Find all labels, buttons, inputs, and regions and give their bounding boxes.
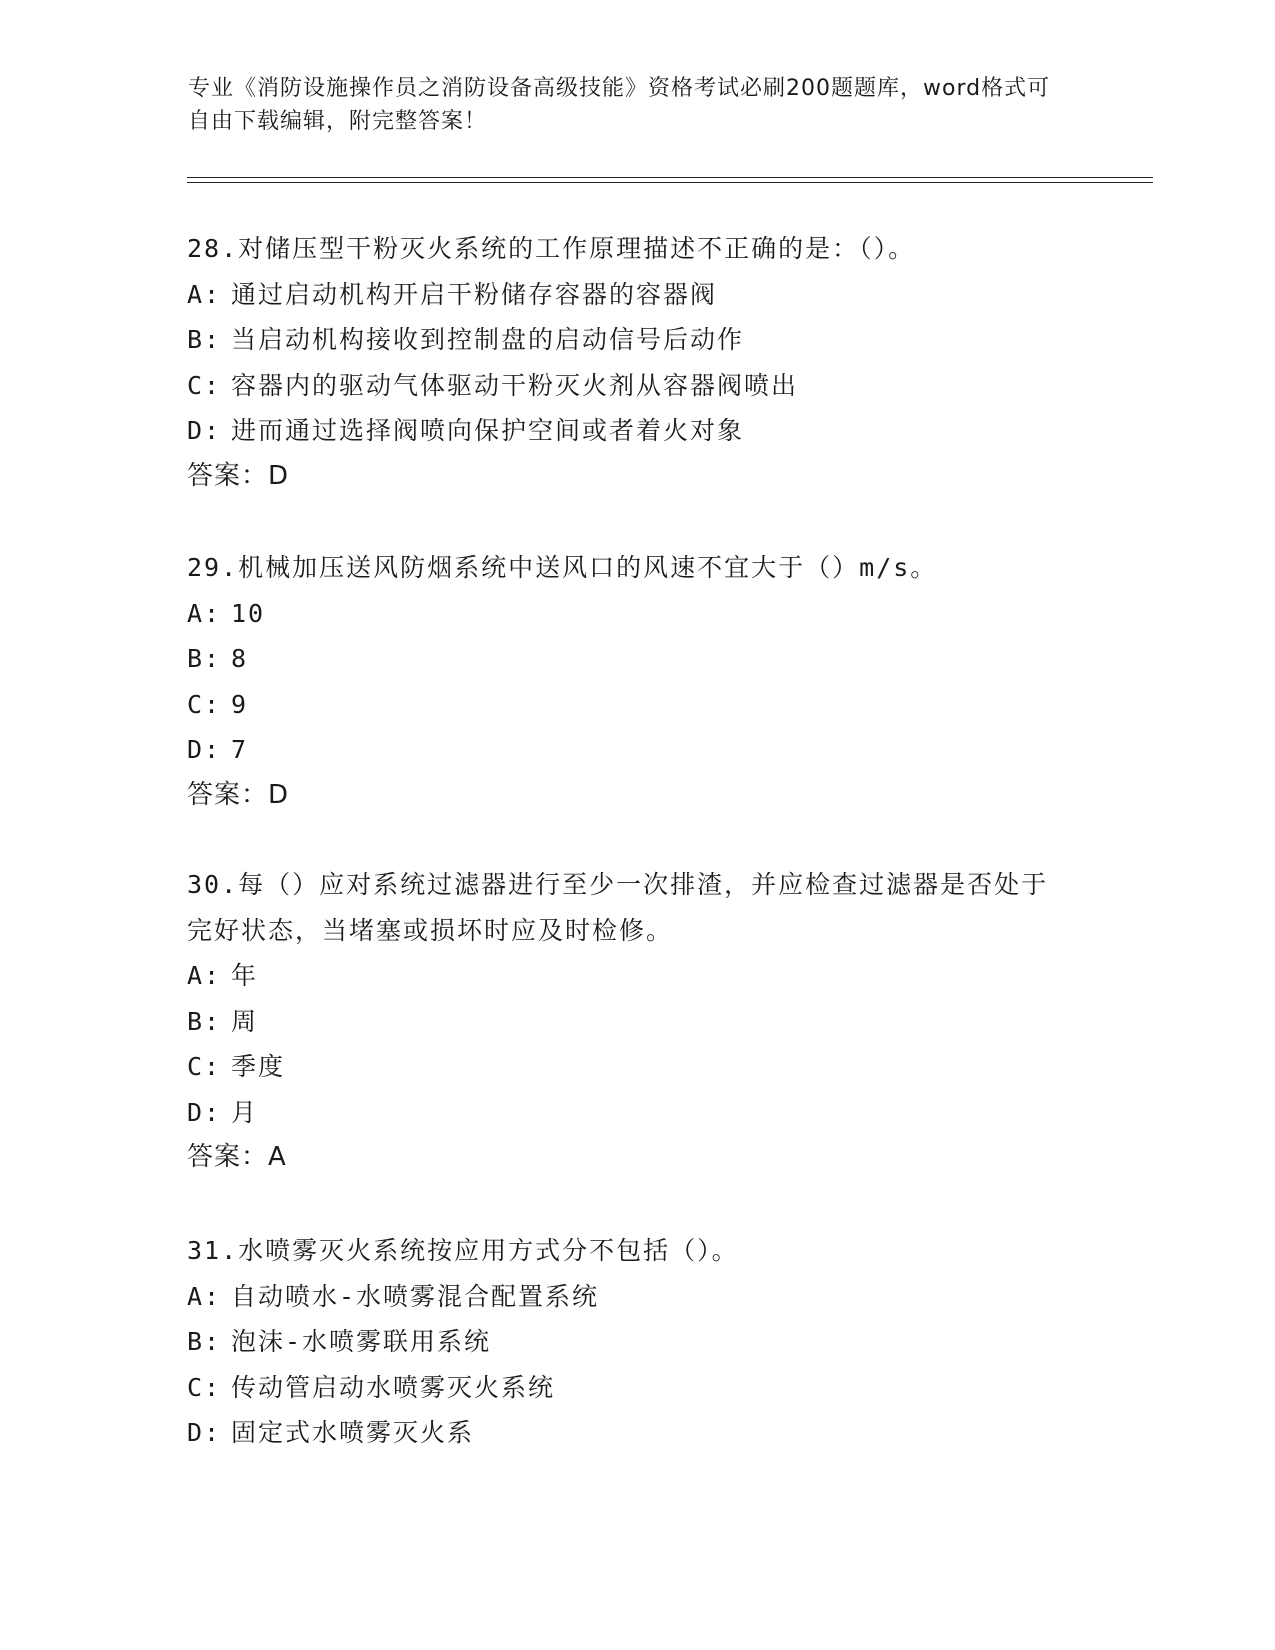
- option-letter: A:: [187, 1281, 222, 1311]
- option-c: [187, 682, 1087, 728]
- option-d: [187, 727, 1087, 773]
- option-letter: C:: [187, 1372, 222, 1402]
- option-letter: D:: [187, 1418, 222, 1447]
- option-letter: A:: [187, 279, 222, 309]
- option-a: [187, 953, 1067, 999]
- question-28: [187, 226, 1087, 499]
- option-d: [187, 1090, 1067, 1136]
- option-text: 泡沫-水喷雾联用系统: [231, 1327, 492, 1356]
- option-a: [187, 272, 1087, 318]
- question-stem: 31.水喷雾灭火系统按应用方式分不包括（）。: [187, 1236, 739, 1265]
- option-a: [187, 591, 1087, 637]
- option-letter: A:: [187, 598, 222, 628]
- option-a: [187, 1274, 1087, 1320]
- option-text: 季度: [231, 1052, 286, 1081]
- option-letter: C:: [187, 370, 222, 400]
- option-b: [187, 317, 1087, 363]
- question-30: [187, 862, 1067, 1181]
- option-letter: B:: [187, 1327, 222, 1356]
- option-letter: D:: [187, 416, 222, 445]
- question-stem: 29.机械加压送风防烟系统中送风口的风速不宜大于（）m/s。: [187, 553, 938, 582]
- document-header: 专业《消防设施操作员之消防设备高级技能》资格考试必刷200题题库，word格式可自由下载编辑，附完整答案！: [188, 76, 1051, 134]
- option-c: [187, 1044, 1067, 1090]
- option-text: 月: [231, 1097, 259, 1127]
- option-text: 9: [231, 689, 249, 719]
- option-text: 进而通过选择阀喷向保护空间或者着火对象: [231, 416, 745, 445]
- option-text: 当启动机构接收到控制盘的启动信号后动作: [231, 325, 745, 354]
- question-stem: 30.每（）应对系统过滤器进行至少一次排渣，并应检查过滤器是否处于完好状态，当堵塞或损坏时应及时检修。: [187, 870, 1049, 945]
- answer-line: 答案：D: [187, 460, 290, 491]
- option-letter: A:: [187, 961, 222, 990]
- option-text: 8: [231, 644, 249, 673]
- question-stem: 28.对储压型干粉灭火系统的工作原理描述不正确的是：（）。: [187, 234, 916, 263]
- option-text: 通过启动机构开启干粉储存容器的容器阀: [231, 279, 718, 309]
- option-b: [187, 636, 1087, 682]
- option-text: 10: [231, 598, 266, 628]
- header-divider-top: [187, 177, 1153, 178]
- option-b: [187, 999, 1067, 1045]
- option-text: 自动喷水-水喷雾混合配置系统: [231, 1281, 600, 1311]
- option-letter: D:: [187, 735, 222, 764]
- option-c: [187, 363, 1087, 409]
- option-letter: B:: [187, 325, 222, 354]
- question-31: [187, 1228, 1087, 1456]
- option-text: 容器内的驱动气体驱动干粉灭火剂从容器阀喷出: [231, 370, 799, 400]
- header-divider-bottom: [187, 182, 1153, 183]
- option-d: [187, 408, 1087, 454]
- option-letter: B:: [187, 644, 222, 673]
- option-letter: C:: [187, 689, 222, 719]
- option-text: 7: [231, 735, 249, 764]
- option-d: [187, 1410, 1087, 1456]
- option-letter: B:: [187, 1006, 222, 1036]
- answer-line: 答案：A: [187, 1142, 287, 1172]
- option-letter: D:: [187, 1097, 222, 1127]
- option-letter: C:: [187, 1052, 222, 1081]
- option-text: 年: [231, 961, 259, 990]
- question-29: [187, 545, 1087, 818]
- option-b: [187, 1319, 1087, 1365]
- answer-line: 答案：D: [187, 779, 290, 810]
- option-c: [187, 1365, 1087, 1411]
- option-text: 传动管启动水喷雾灭火系统: [231, 1372, 556, 1402]
- option-text: 周: [231, 1006, 259, 1036]
- option-text: 固定式水喷雾灭火系: [231, 1418, 475, 1447]
